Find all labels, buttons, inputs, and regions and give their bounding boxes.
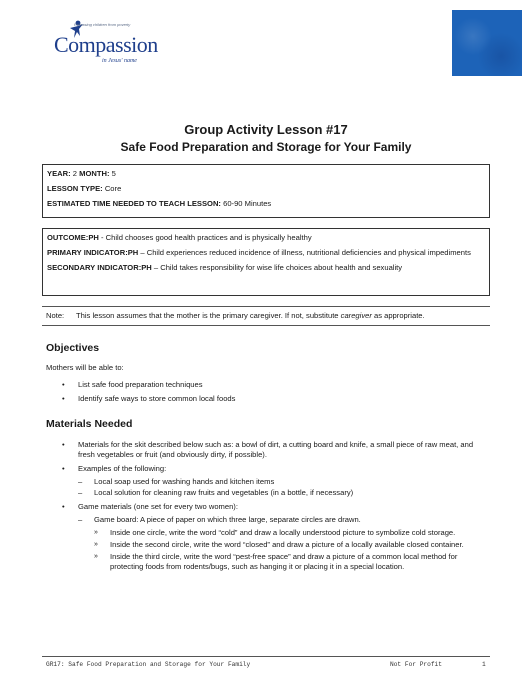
secondary-indicator-label: SECONDARY INDICATOR:PH xyxy=(47,263,152,272)
note-label: Note: xyxy=(46,311,65,320)
time-label: ESTIMATED TIME NEEDED TO TEACH LESSON: xyxy=(47,199,221,208)
dash-icon: – xyxy=(78,477,83,486)
year-value: 2 xyxy=(72,169,77,178)
sub-sub-list xyxy=(94,528,490,572)
material-text: Game materials (one set for every two women): xyxy=(78,502,238,511)
sub-sub-list-item xyxy=(94,552,490,572)
page-title: Group Activity Lesson #17 xyxy=(184,122,348,137)
year-month-line xyxy=(47,169,485,179)
list-item xyxy=(62,440,490,460)
objectives-intro: Mothers will be able to: xyxy=(46,363,124,372)
secondary-indicator-line xyxy=(47,263,485,273)
objective-text: Identify safe ways to store common local foods xyxy=(78,394,236,403)
objectives-heading: Objectives xyxy=(46,342,100,354)
logo-subtitle: in Jesus' name xyxy=(102,58,137,64)
list-item xyxy=(62,502,490,572)
sub-item-text: Local solution for cleaning raw fruits and vegetables (in a bottle, if necessary) xyxy=(94,488,354,497)
primary-indicator-line xyxy=(47,248,485,258)
sub-list-item xyxy=(78,477,490,487)
time-value: 60-90 Minutes xyxy=(223,199,272,208)
objectives-list xyxy=(62,380,490,408)
sub-item-text: Game board: A piece of paper on which three large, separate circles are drawn. xyxy=(94,515,361,524)
logo-name: Compassion xyxy=(54,32,158,57)
sub-sub-list-item xyxy=(94,528,490,538)
secondary-indicator-text: – Child takes responsibility for wise life choices about health and sexuality xyxy=(151,263,403,272)
sub-list-item xyxy=(78,488,490,498)
footer-label: Not For Profit xyxy=(390,661,442,668)
page-subtitle: Safe Food Preparation and Storage for Your Family xyxy=(120,140,412,154)
page-footer xyxy=(42,656,490,668)
sub-sub-list-item xyxy=(94,540,490,550)
sub-item-text: Local soap used for washing hands and kitchen items xyxy=(94,477,275,486)
footer-doc-title: GR17: Safe Food Preparation and Storage for Your Family xyxy=(46,661,251,668)
sub-sub-item-text: Inside the third circle, write the word “pest-free space” and draw a picture of a common local method for protecting foods from rodents/bugs, such as hanging it or placing it in a special location. xyxy=(110,552,458,571)
bullet-icon: • xyxy=(62,464,65,473)
lesson-type-label: LESSON TYPE: xyxy=(47,184,103,193)
objective-text: List safe food preparation techniques xyxy=(78,380,203,389)
bullet-icon: • xyxy=(62,440,65,449)
note-text-after: as appropriate. xyxy=(371,311,425,320)
note-bar xyxy=(42,306,490,326)
double-arrow-icon: » xyxy=(94,553,98,560)
bullet-icon: • xyxy=(62,502,65,511)
note-text-before: This lesson assumes that the mother is the primary caregiver. If not, substitute xyxy=(76,311,341,320)
sub-sub-item-text: Inside one circle, write the word “cold” and draw a locally understood picture to symbolize cold storage. xyxy=(110,528,456,537)
sub-list xyxy=(78,515,490,572)
primary-indicator-text: – Child experiences reduced incidence of illness, nutritional deficiencies and physical impediments xyxy=(138,248,471,257)
month-value: 5 xyxy=(111,169,116,178)
outcome-label: OUTCOME:PH xyxy=(47,233,99,242)
note-text xyxy=(76,311,425,321)
double-arrow-icon: » xyxy=(94,529,98,536)
materials-list xyxy=(62,440,490,576)
list-item xyxy=(62,464,490,498)
blue-decorative-block xyxy=(452,10,522,76)
lesson-type-value: Core xyxy=(104,184,122,193)
sub-sub-item-text: Inside the second circle, write the word “closed” and draw a picture of a locally available closed container. xyxy=(110,540,464,549)
materials-heading: Materials Needed xyxy=(46,418,133,430)
compassion-logo xyxy=(52,20,172,72)
dash-icon: – xyxy=(78,488,83,497)
month-label: MONTH: xyxy=(79,169,110,178)
sub-list xyxy=(78,477,490,498)
time-line xyxy=(47,199,485,209)
dash-icon: – xyxy=(78,515,83,524)
double-arrow-icon: » xyxy=(94,541,98,548)
list-item xyxy=(62,394,490,404)
outcome-text: - Child chooses good health practices and is physically healthy xyxy=(98,233,312,242)
note-text-italic: caregiver xyxy=(340,311,372,320)
primary-indicator-label: PRIMARY INDICATOR:PH xyxy=(47,248,139,257)
lesson-type-line xyxy=(47,184,485,194)
bullet-icon: • xyxy=(62,394,65,403)
indicators-box xyxy=(42,228,490,296)
sub-list-item xyxy=(78,515,490,572)
list-item xyxy=(62,380,490,390)
material-text: Examples of the following: xyxy=(78,464,167,473)
outcome-line xyxy=(47,233,485,243)
material-text: Materials for the skit described below such as: a bowl of dirt, a cutting board and knife, a small piece of raw meat, and fresh vegetables or fruit (and obviously dirty, if possible). xyxy=(78,440,474,459)
logo-tagline: Releasing children from poverty xyxy=(74,22,131,27)
page-number: 1 xyxy=(482,661,486,668)
bullet-icon: • xyxy=(62,380,65,389)
lesson-info-box xyxy=(42,164,490,218)
year-label: YEAR: xyxy=(47,169,71,178)
